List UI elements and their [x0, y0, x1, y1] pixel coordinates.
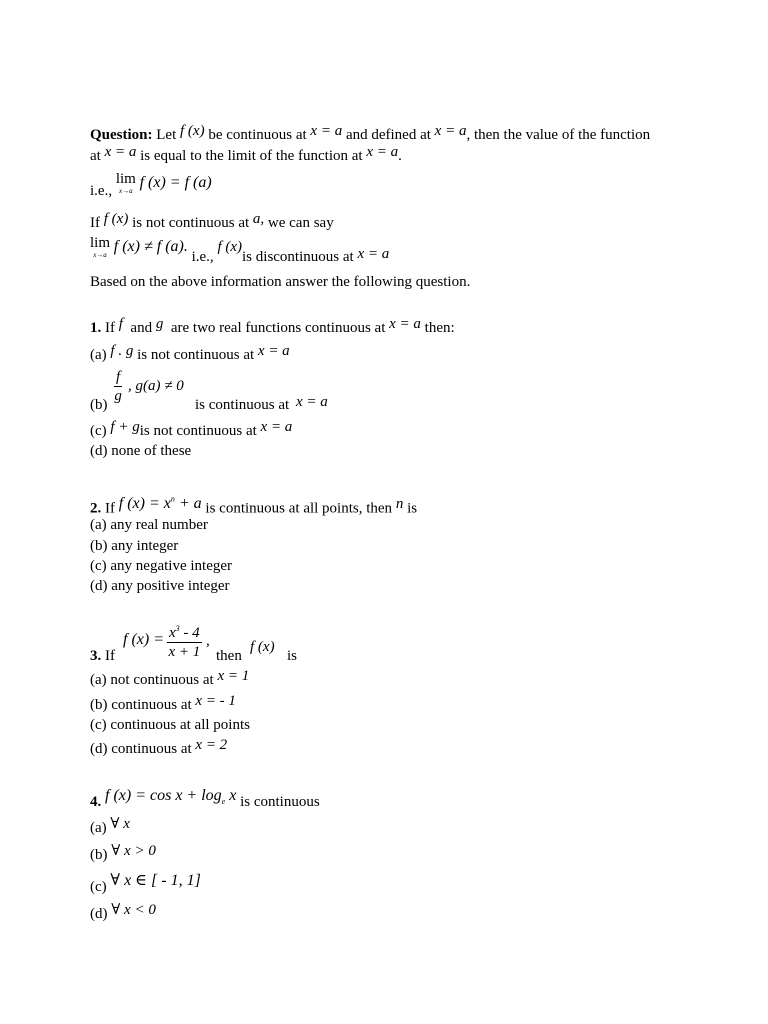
math-x-eq-a: x = a	[389, 316, 421, 332]
q3-option-a: (a) not continuous at x = 1	[90, 668, 250, 688]
math-for-all-x: ∀ x	[110, 816, 130, 832]
q1-option-c: (c) f + gis not continuous at x = a	[90, 419, 293, 439]
math-x-eq-a: x = a	[366, 144, 399, 160]
math-n: n	[395, 496, 404, 513]
q2-stem: 2. If f $(x) = x^n + a$ is continuous at all points, then n is	[90, 495, 418, 517]
q4-option-a: (a) ∀ x	[90, 816, 130, 836]
math-x-eq-a: x = a	[296, 394, 328, 410]
q4-option-d: (d) ∀ x < 0	[90, 902, 156, 922]
math-f-plus-g: f + g	[110, 419, 140, 435]
math-fx: f (x)	[180, 123, 205, 139]
math-fx: f (x)	[217, 239, 243, 255]
intro-line-2: at x = a is equal to the limit of the function at x = a.	[90, 144, 402, 164]
math-x-eq-a: x = a	[260, 419, 293, 435]
math-for-all-x-gt-0: ∀ x > 0	[111, 843, 156, 859]
math-g: g	[155, 316, 164, 332]
math-f-over-g: $\frac{f}{g}$	[114, 369, 122, 404]
q1-stem: 1. If f and g are two real functions continuous at x = a then:	[90, 316, 455, 336]
math-x-eq-a: x = a	[257, 343, 290, 359]
math-x-eq-a: x = a	[357, 246, 390, 262]
based-on-info-line: Based on the above information answer the following question.	[90, 274, 471, 290]
math-x-eq-a: x = a	[310, 123, 343, 139]
math-for-all-x-in-interval: ∀ x ∈ [ - 1, 1]	[110, 872, 201, 889]
q3-option-d: (d) continuous at x = 2	[90, 737, 228, 757]
math-g-of-a-nonzero: , g(a) ≠ 0	[128, 378, 184, 394]
math-a: a,	[252, 211, 265, 227]
intro-line-1: Question: Let f (x) be continuous at x = a and defined at x = a, then the value of the function	[90, 123, 651, 143]
math-limit-equality: f (x) = f (a)	[139, 174, 212, 191]
q4-option-b: (b) ∀ x > 0	[90, 843, 156, 863]
q1-option-d: (d) none of these	[90, 443, 192, 459]
limit-operator: lim x→a	[90, 235, 111, 259]
math-fx: f (x)	[103, 211, 129, 227]
math-fx-eq-xn-plus-a: f $(x) = x^n + a$	[118, 495, 202, 513]
math-x-eq-a: x = a	[104, 144, 137, 160]
math-for-all-x-lt-0: ∀ x < 0	[111, 902, 156, 918]
if-not-continuous-line: If f (x) is not continuous at a, we can say	[90, 211, 334, 231]
ie-limit-line: i.e., lim x→a f (x) = f (a)	[90, 171, 212, 199]
document-page: Question: Let f (x) be continuous at x = a and defined at x = a, then the value of the function at x = a is equal to the limit of the function at x = a. i.e., lim x→a f (x) = f (a) If f (x) is not continuous at a, we can say lim x→a f (x) ≠ f (a). i.e., f (x)is discontinuous at x = a Based on the above information answer the following question. 1. If f and g are two real functions continuous at x = a then: (a) f . g is not continuous at x = a (b) $\frac{f}{g}$ , g(a) ≠ 0 is continuous at x = a (c) f + gis not continuous at x = a (d) none of these 2. If f $(x) = x^n + a$ is continuous at all points, then n is (a) any real number (b) any integer (c) any negative integer (d) any positive integer 3. If f (x) = $\frac{x^3 - 4}{x + 1}$ , then f (x) is (a) not continuous at x = 1 (b) continuous at x = - 1 (c) continuous at all points (d) continuous at x = 2 4. f $(x) = \cos x + \log_e x$ is continuous (a) ∀ x (b) ∀ x > 0 (c) ∀ x ∈ [ - 1, 1] (d) ∀ x < 0	[90, 123, 651, 922]
math-limit-inequality: f (x) ≠ f (a).	[113, 238, 188, 255]
math-fx: f (x)	[250, 639, 275, 655]
math-x-eq-1: x = 1	[217, 668, 250, 684]
math-fx-cos-log: f $(x) = \cos x + \log_e x$	[105, 787, 237, 807]
q3-option-b: (b) continuous at x = - 1	[90, 693, 236, 713]
math-x-eq-2: x = 2	[195, 737, 228, 753]
math-x-eq-minus-1: x = - 1	[195, 693, 236, 709]
q3-option-c: (c) continuous at all points	[90, 717, 250, 733]
limit-operator: lim x→a	[115, 171, 136, 195]
q2-option-b: (b) any integer	[90, 538, 179, 554]
math-x-eq-a: x = a	[434, 123, 467, 139]
q4-option-c: (c) ∀ x ∈ [ - 1, 1]	[90, 872, 201, 895]
q2-option-d: (d) any positive integer	[90, 578, 230, 594]
math-f: f	[118, 316, 123, 332]
q2-option-c: (c) any negative integer	[90, 558, 233, 574]
limit-not-equal-line: lim x→a f (x) ≠ f (a). i.e., f (x)is discontinuous at x = a	[90, 235, 390, 265]
q1-option-a: (a) f . g is not continuous at x = a	[90, 343, 290, 363]
math-f-dot-g: f . g	[110, 343, 134, 359]
q4-stem: 4. f $(x) = \cos x + \log_e x$ is continuous	[90, 787, 320, 810]
math-fraction-x3-minus-4-over-x-plus-1: $\frac{x^3 - 4}{x + 1}$	[167, 620, 202, 661]
math-fx-eq: f (x) =	[123, 631, 164, 648]
question-label: Question:	[90, 127, 153, 143]
q2-option-a: (a) any real number	[90, 517, 208, 533]
